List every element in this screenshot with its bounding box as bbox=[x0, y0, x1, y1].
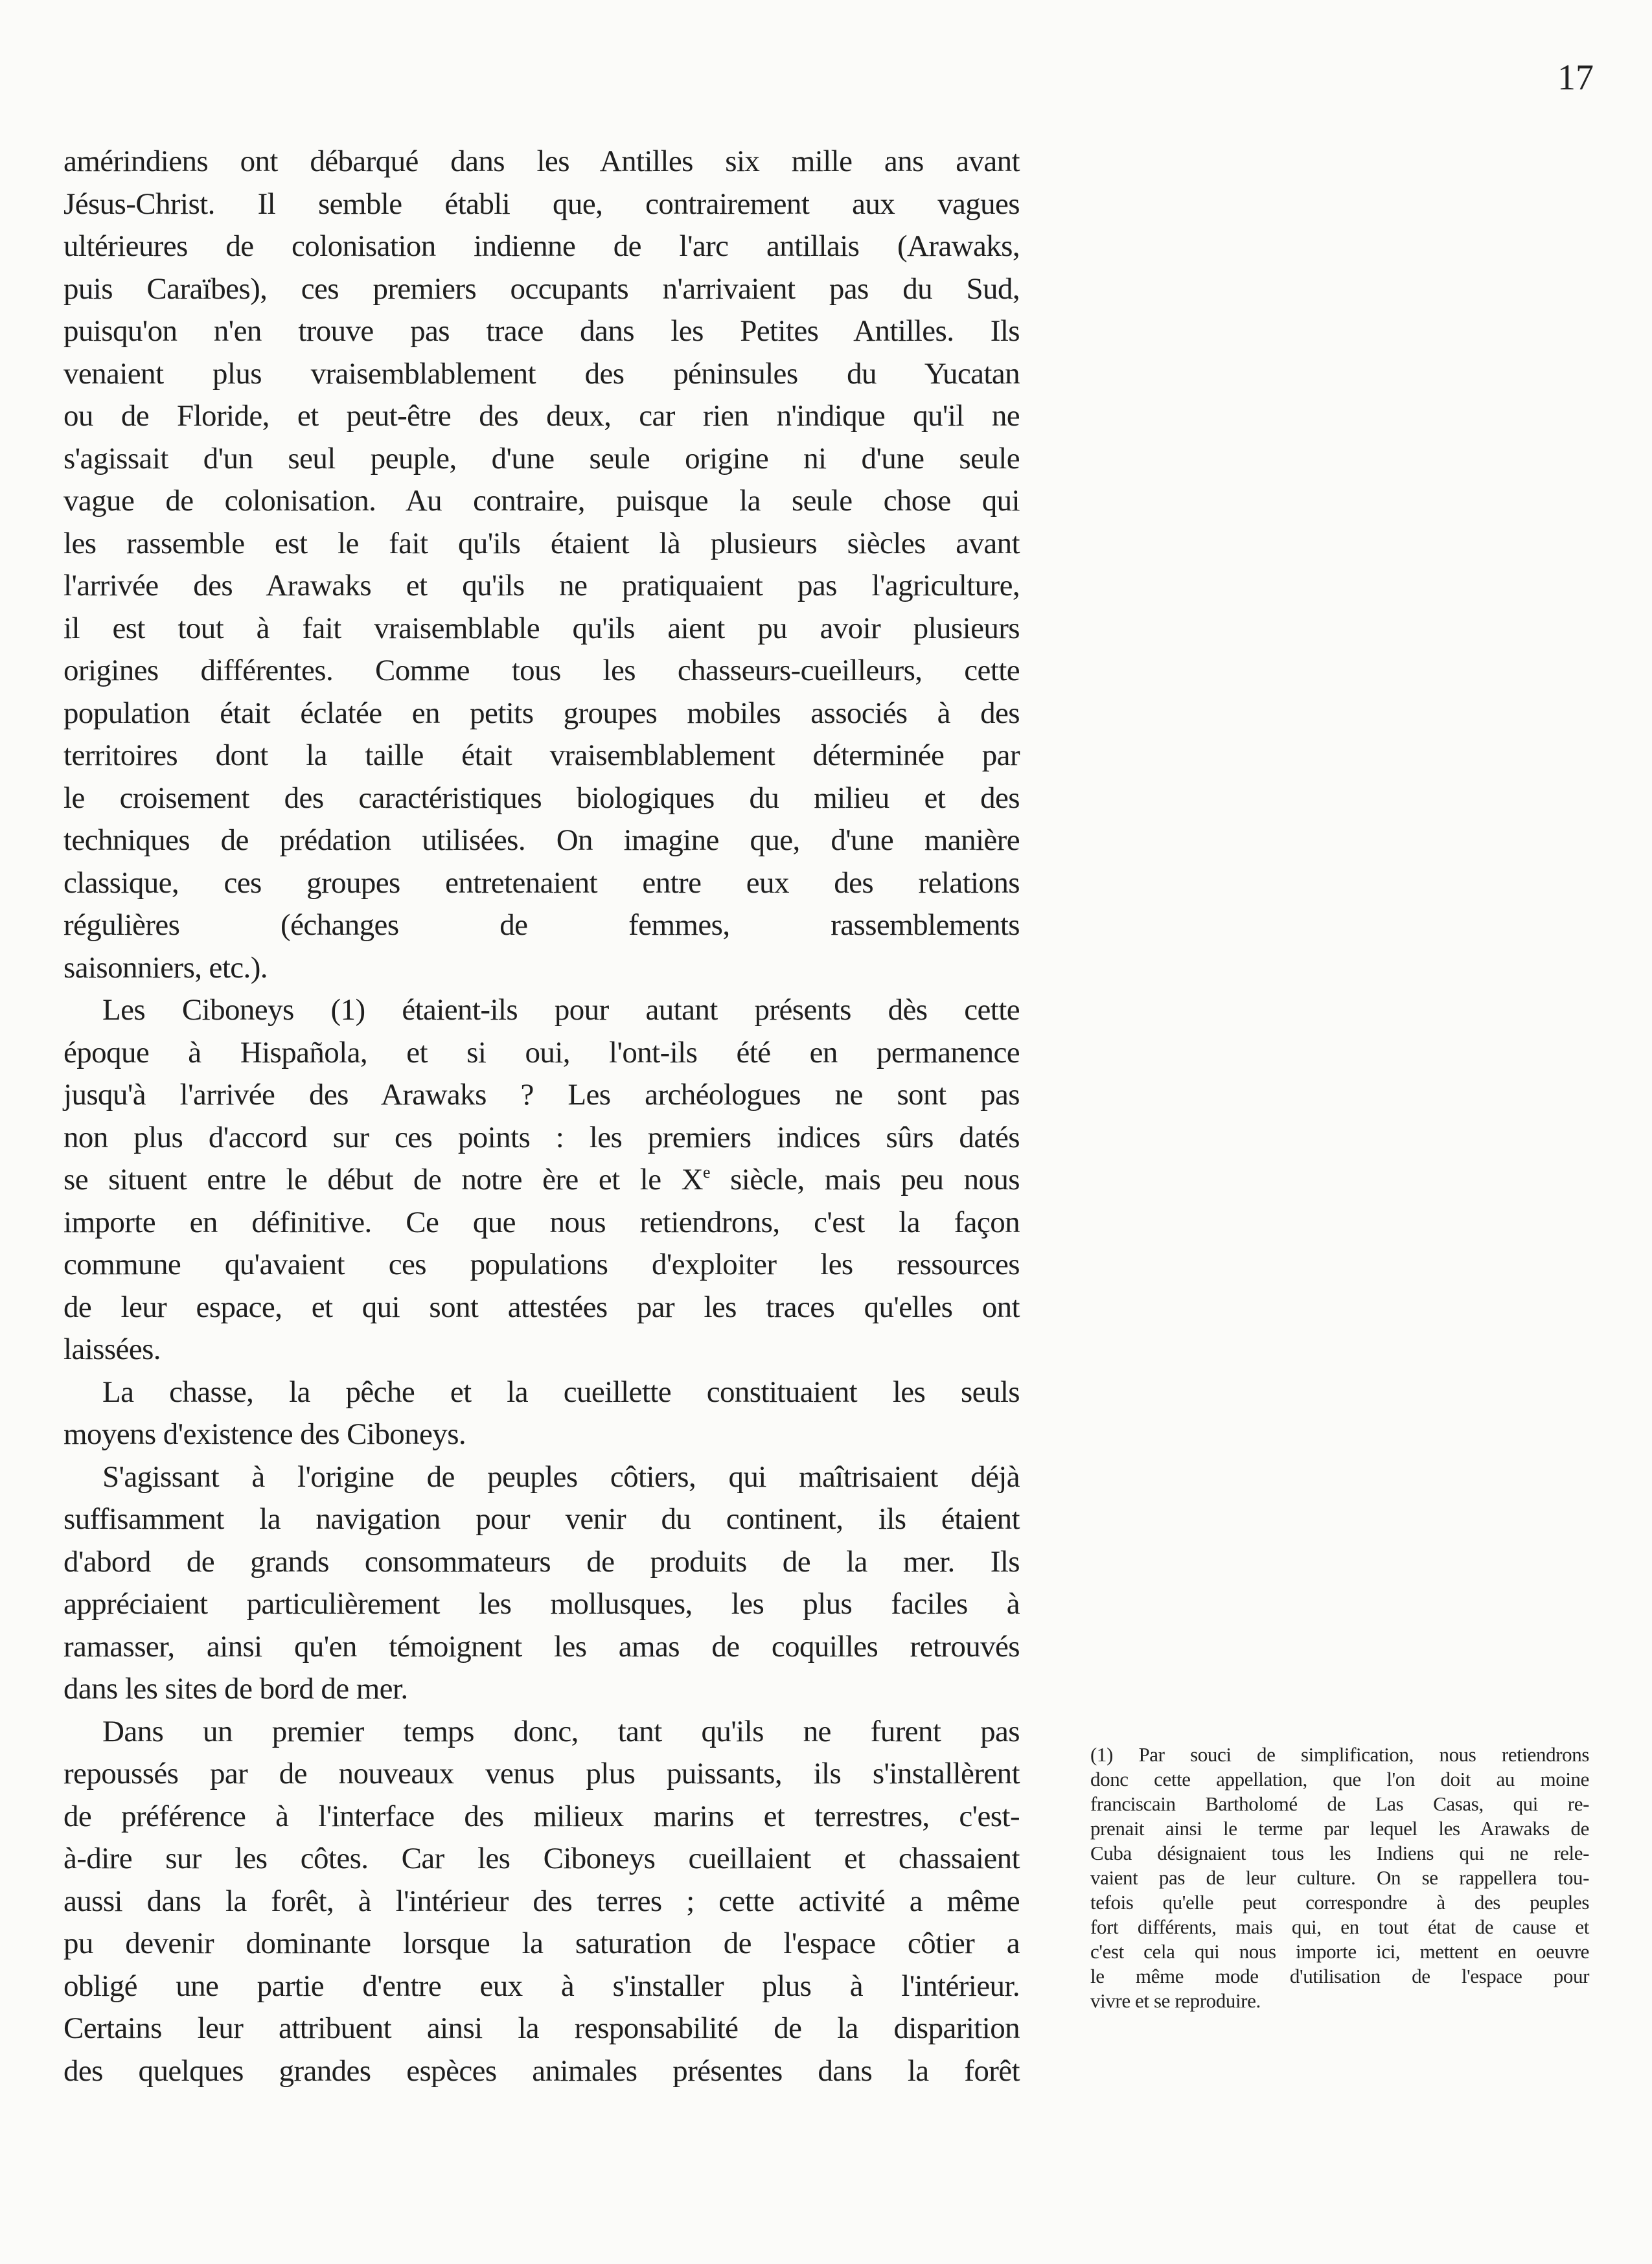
text-line: ultérieures de colonisation indienne de l'arc antillais (Arawaks, bbox=[63, 229, 1020, 263]
text-line: appréciaient particulièrement les mollusques, les plus faciles à bbox=[63, 1587, 1020, 1621]
text-line: les rassemble est le fait qu'ils étaient là plusieurs siècles avant bbox=[63, 527, 1020, 560]
text-line bbox=[63, 1158, 1020, 1201]
text-line: Jésus-Christ. Il semble établi que, contrairement aux vagues bbox=[63, 187, 1020, 221]
text-line: vague de colonisation. Au contraire, puisque la seule chose qui bbox=[63, 484, 1020, 518]
text-line: origines différentes. Comme tous les chasseurs-cueilleurs, cette bbox=[63, 654, 1020, 687]
text-line: non plus d'accord sur ces points : les premiers indices sûrs datés bbox=[63, 1121, 1020, 1154]
text-line: de leur espace, et qui sont attestées par les traces qu'elles ont bbox=[63, 1290, 1020, 1324]
footnote-line: prenait ainsi le terme par lequel les Arawaks de bbox=[1090, 1817, 1589, 1840]
text-line: Dans un premier temps donc, tant qu'ils ne furent pas bbox=[102, 1715, 1020, 1748]
text-line: saisonniers, etc.). bbox=[63, 951, 268, 985]
text-line: amérindiens ont débarqué dans les Antilles six mille ans avant bbox=[63, 144, 1020, 178]
footnote-line: vaient pas de leur culture. On se rappellera tou- bbox=[1090, 1866, 1589, 1889]
text-line: il est tout à fait vraisemblable qu'ils aient pu avoir plusieurs bbox=[63, 612, 1020, 645]
text-line: ramasser, ainsi qu'en témoignent les amas de coquilles retrouvés bbox=[63, 1630, 1020, 1664]
text-line: époque à Hispañola, et si oui, l'ont-ils été en permanence bbox=[63, 1036, 1020, 1069]
text-line: obligé une partie d'entre eux à s'installer plus à l'intérieur. bbox=[63, 1969, 1020, 2003]
superscript: e bbox=[702, 1163, 710, 1182]
text-line: S'agissant à l'origine de peuples côtiers, qui maîtrisaient déjà bbox=[102, 1460, 1020, 1494]
text-line: ou de Floride, et peut-être des deux, car rien n'indique qu'il ne bbox=[63, 399, 1020, 433]
text-line: d'abord de grands consommateurs de produits de la mer. Ils bbox=[63, 1545, 1020, 1579]
footnote-line: donc cette appellation, que l'on doit au moine bbox=[1090, 1768, 1589, 1790]
page-number: 17 bbox=[1557, 58, 1594, 98]
text-line: puis Caraïbes), ces premiers occupants n'arrivaient pas du Sud, bbox=[63, 272, 1020, 306]
text-line: commune qu'avaient ces populations d'exploiter les ressources bbox=[63, 1248, 1020, 1281]
text-line: Les Ciboneys (1) étaient-ils pour autant présents dès cette bbox=[102, 993, 1020, 1027]
footnote-line: le même mode d'utilisation de l'espace pour bbox=[1090, 1965, 1589, 1987]
text-line: laissées. bbox=[63, 1332, 161, 1366]
footnote-line: fort différents, mais qui, en tout état de cause et bbox=[1090, 1915, 1589, 1938]
text-fragment: siècle, mais peu nous bbox=[709, 1163, 1020, 1196]
text-line: Certains leur attribuent ainsi la responsabilité de la disparition bbox=[63, 2011, 1020, 2045]
text-line: aussi dans la forêt, à l'intérieur des terres ; cette activité a même bbox=[63, 1884, 1020, 1918]
footnote-line: franciscain Bartholomé de Las Casas, qui re- bbox=[1090, 1792, 1589, 1815]
text-line: population était éclatée en petits groupes mobiles associés à des bbox=[63, 696, 1020, 730]
text-line: des quelques grandes espèces animales présentes dans la forêt bbox=[63, 2054, 1020, 2088]
text-line: techniques de prédation utilisées. On imagine que, d'une manière bbox=[63, 823, 1020, 857]
text-line: à-dire sur les côtes. Car les Ciboneys cueillaient et chassaient bbox=[63, 1842, 1020, 1875]
footnote-line: c'est cela qui nous importe ici, mettent en oeuvre bbox=[1090, 1940, 1589, 1963]
text-line: suffisamment la navigation pour venir du continent, ils étaient bbox=[63, 1502, 1020, 1536]
text-line: venaient plus vraisemblablement des péninsules du Yucatan bbox=[63, 357, 1020, 391]
text-line: puisqu'on n'en trouve pas trace dans les Petites Antilles. Ils bbox=[63, 314, 1020, 348]
text-line: s'agissait d'un seul peuple, d'une seule origine ni d'une seule bbox=[63, 442, 1020, 475]
footnote-line: (1) Par souci de simplification, nous retiendrons bbox=[1090, 1743, 1589, 1766]
footnote-line: tefois qu'elle peut correspondre à des peuples bbox=[1090, 1891, 1589, 1914]
text-line: régulières (échanges de femmes, rassemblements bbox=[63, 908, 1020, 942]
text-fragment: se situent entre le début de notre ère et le X bbox=[63, 1163, 703, 1196]
footnote-line: vivre et se reproduire. bbox=[1090, 1989, 1261, 2012]
text-line: de préférence à l'interface des milieux marins et terrestres, c'est- bbox=[63, 1800, 1020, 1833]
text-line: dans les sites de bord de mer. bbox=[63, 1672, 408, 1706]
text-line: le croisement des caractéristiques biologiques du milieu et des bbox=[63, 781, 1020, 815]
text-line: classique, ces groupes entretenaient entre eux des relations bbox=[63, 866, 1020, 900]
text-line: moyens d'existence des Ciboneys. bbox=[63, 1417, 466, 1451]
text-line: l'arrivée des Arawaks et qu'ils ne pratiquaient pas l'agriculture, bbox=[63, 569, 1020, 602]
text-line: jusqu'à l'arrivée des Arawaks ? Les archéologues ne sont pas bbox=[63, 1078, 1020, 1112]
text-line: territoires dont la taille était vraisemblablement déterminée par bbox=[63, 738, 1020, 772]
text-line: La chasse, la pêche et la cueillette constituaient les seuls bbox=[102, 1375, 1020, 1409]
text-line: pu devenir dominante lorsque la saturation de l'espace côtier a bbox=[63, 1927, 1020, 1960]
text-line: importe en définitive. Ce que nous retiendrons, c'est la façon bbox=[63, 1206, 1020, 1239]
footnote-line: Cuba désignaient tous les Indiens qui ne rele- bbox=[1090, 1842, 1589, 1864]
text-line: repoussés par de nouveaux venus plus puissants, ils s'installèrent bbox=[63, 1757, 1020, 1790]
